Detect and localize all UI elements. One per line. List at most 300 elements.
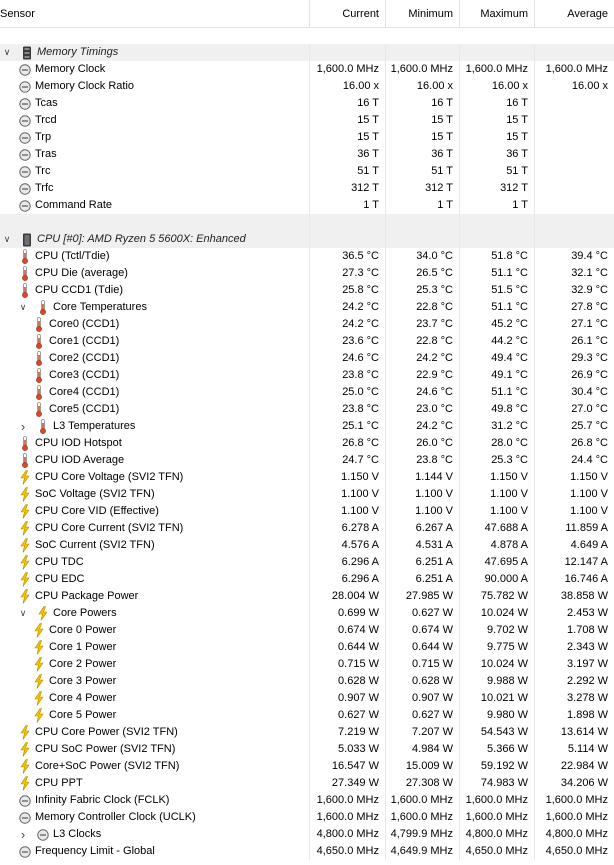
sensor-row-cpu-core-power-svi2-tfn[interactable] <box>0 724 614 741</box>
sensor-label: Core+SoC Power (SVI2 TFN) <box>35 760 180 772</box>
sensor-row-core-soc-power-svi2-tfn[interactable] <box>0 758 614 775</box>
maximum-value: 1.150 V <box>460 469 535 486</box>
current-value: 27.3 °C <box>310 265 386 282</box>
average-value <box>535 44 614 61</box>
lightning-icon <box>18 724 32 741</box>
sensor-label: CPU EDC <box>35 573 85 585</box>
sensor-row-trcd[interactable] <box>0 112 614 129</box>
thermometer-icon <box>18 248 32 265</box>
minimum-value: 7.207 W <box>386 724 460 741</box>
minimum-value: 16 T <box>386 95 460 112</box>
sensor-label: Core 1 Power <box>49 641 117 653</box>
sensor-row-cpu-ppt[interactable] <box>0 775 614 792</box>
minimum-value: 23.0 °C <box>386 401 460 418</box>
collapse-chevron-icon[interactable]: ∨ <box>3 47 11 57</box>
sensor-row-command-rate[interactable] <box>0 197 614 214</box>
current-value <box>310 44 386 61</box>
minimum-value: 23.8 °C <box>386 452 460 469</box>
expand-chevron-icon[interactable]: › <box>20 419 26 434</box>
current-value: 15 T <box>310 112 386 129</box>
group-row-memory-timings[interactable] <box>0 44 614 61</box>
maximum-value: 54.543 W <box>460 724 535 741</box>
group-spacer-row <box>0 214 614 231</box>
maximum-value: 49.1 °C <box>460 367 535 384</box>
sensor-label: SoC Current (SVI2 TFN) <box>35 539 155 551</box>
average-value: 29.3 °C <box>571 352 608 364</box>
sensor-name-cell <box>0 741 310 758</box>
sensor-row-core-1-power[interactable] <box>0 639 614 656</box>
column-header-current[interactable]: Current <box>310 0 386 28</box>
current-value: 16.00 x <box>310 78 386 95</box>
sensor-row-core0-ccd1[interactable] <box>0 316 614 333</box>
thermometer-icon <box>36 418 50 435</box>
sensor-label: CPU Core Power (SVI2 TFN) <box>35 726 178 738</box>
minimum-value <box>386 214 460 231</box>
sensor-row-cpu-core-vid-effective[interactable] <box>0 503 614 520</box>
sensor-label: Memory Clock <box>35 63 106 75</box>
sensor-row-soc-voltage-svi2-tfn[interactable] <box>0 486 614 503</box>
average-value: 34.206 W <box>560 777 608 789</box>
clock-icon <box>18 197 32 214</box>
minimum-value: 1.144 V <box>386 469 460 486</box>
sensor-row-cpu-tctl-tdie[interactable] <box>0 248 614 265</box>
average-value: 3.278 W <box>567 692 608 704</box>
current-value: 4.576 A <box>310 537 386 554</box>
sensor-name-cell <box>0 554 310 571</box>
average-value: 16.746 A <box>564 573 608 585</box>
minimum-value: 36 T <box>386 146 460 163</box>
column-header-sensor[interactable]: Sensor <box>0 0 310 28</box>
maximum-value <box>460 231 535 248</box>
maximum-value: 1 T <box>460 197 535 214</box>
sensor-label: Core Temperatures <box>53 301 147 313</box>
sensor-row-tcas[interactable] <box>0 95 614 112</box>
sensor-label: Memory Timings <box>37 46 119 58</box>
current-value: 15 T <box>310 129 386 146</box>
sensor-row-l3-temperatures[interactable] <box>0 418 614 435</box>
maximum-value: 4.878 A <box>460 537 535 554</box>
sensor-name-cell <box>0 843 310 860</box>
sensor-row-infinity-fabric-clock-fclk[interactable] <box>0 792 614 809</box>
sensor-row-cpu-die-average[interactable] <box>0 265 614 282</box>
maximum-value: 1,600.0 MHz <box>460 61 535 78</box>
average-value <box>535 197 614 214</box>
column-header-average[interactable]: Average <box>567 8 608 20</box>
minimum-value: 6.251 A <box>386 554 460 571</box>
current-value: 26.8 °C <box>310 435 386 452</box>
sensor-label: CPU (Tctl/Tdie) <box>35 250 110 262</box>
collapse-chevron-icon[interactable]: ∨ <box>19 302 27 312</box>
sensor-row-core-powers[interactable] <box>0 605 614 622</box>
current-value: 27.349 W <box>310 775 386 792</box>
maximum-value: 51.8 °C <box>460 248 535 265</box>
average-value: 1.100 V <box>570 505 608 517</box>
sensor-label: Core1 (CCD1) <box>49 335 120 347</box>
sensor-name-cell <box>0 707 310 724</box>
maximum-value: 9.980 W <box>460 707 535 724</box>
minimum-value: 27.308 W <box>386 775 460 792</box>
minimum-value: 23.7 °C <box>386 316 460 333</box>
sensor-label: CPU Core Current (SVI2 TFN) <box>35 522 184 534</box>
sensor-name-cell <box>0 384 310 401</box>
lightning-icon <box>18 758 32 775</box>
current-value: 23.6 °C <box>310 333 386 350</box>
maximum-value: 47.695 A <box>460 554 535 571</box>
minimum-value: 25.3 °C <box>386 282 460 299</box>
thermometer-icon <box>18 282 32 299</box>
maximum-value: 51.1 °C <box>460 384 535 401</box>
minimum-value: 1 T <box>386 197 460 214</box>
maximum-value: 1.100 V <box>460 503 535 520</box>
sensor-name-cell <box>0 469 310 486</box>
sensor-row-trp[interactable] <box>0 129 614 146</box>
current-value: 1.100 V <box>310 503 386 520</box>
clock-icon <box>18 61 32 78</box>
maximum-value: 10.024 W <box>460 605 535 622</box>
current-value: 0.628 W <box>310 673 386 690</box>
maximum-value: 4,650.0 MHz <box>460 843 535 860</box>
maximum-value: 51.1 °C <box>460 299 535 316</box>
sensor-name-cell <box>0 622 310 639</box>
sensor-label: CPU SoC Power (SVI2 TFN) <box>35 743 176 755</box>
sensor-row-core1-ccd1[interactable] <box>0 333 614 350</box>
sensor-row-memory-controller-clock-uclk[interactable] <box>0 809 614 826</box>
current-value: 0.674 W <box>310 622 386 639</box>
lightning-icon <box>32 673 46 690</box>
sensor-row-core-3-power[interactable] <box>0 673 614 690</box>
lightning-icon <box>18 486 32 503</box>
maximum-value: 9.775 W <box>460 639 535 656</box>
sensor-name-cell <box>0 214 310 231</box>
sensor-row-cpu-package-power[interactable] <box>0 588 614 605</box>
current-value <box>310 231 386 248</box>
maximum-value: 44.2 °C <box>460 333 535 350</box>
sensor-name-cell <box>0 163 310 180</box>
maximum-value: 25.3 °C <box>460 452 535 469</box>
average-value <box>535 146 614 163</box>
current-value: 25.8 °C <box>310 282 386 299</box>
average-value <box>535 180 614 197</box>
sensor-row-cpu-core-voltage-svi2-tfn[interactable] <box>0 469 614 486</box>
sensor-row-core-4-power[interactable] <box>0 690 614 707</box>
sensor-label: CPU IOD Hotspot <box>35 437 122 449</box>
thermometer-icon <box>32 367 46 384</box>
current-value: 6.278 A <box>310 520 386 537</box>
maximum-value: 1,600.0 MHz <box>460 792 535 809</box>
sensor-name-cell <box>0 333 310 350</box>
maximum-value: 90.000 A <box>460 571 535 588</box>
sensor-name-cell <box>0 350 310 367</box>
clock-icon <box>18 146 32 163</box>
sensor-row-cpu-iod-average[interactable] <box>0 452 614 469</box>
clock-icon <box>18 78 32 95</box>
sensor-name-cell <box>0 452 310 469</box>
maximum-value: 5.366 W <box>460 741 535 758</box>
maximum-value: 31.2 °C <box>460 418 535 435</box>
maximum-value: 28.0 °C <box>460 435 535 452</box>
sensor-name-cell <box>0 588 310 605</box>
sensor-row-core4-ccd1[interactable] <box>0 384 614 401</box>
minimum-value: 24.6 °C <box>386 384 460 401</box>
sensor-row-cpu-iod-hotspot[interactable] <box>0 435 614 452</box>
sensor-row-core-temperatures[interactable] <box>0 299 614 316</box>
sensor-row-cpu-tdc[interactable] <box>0 554 614 571</box>
current-value: 1 T <box>310 197 386 214</box>
average-value: 32.1 °C <box>571 267 608 279</box>
sensor-row-core2-ccd1[interactable] <box>0 350 614 367</box>
clock-icon <box>18 809 32 826</box>
sensor-name-cell <box>0 537 310 554</box>
sensor-label: Trp <box>35 131 52 143</box>
sensor-row-trfc[interactable] <box>0 180 614 197</box>
current-value: 23.8 °C <box>310 367 386 384</box>
sensor-label: L3 Temperatures <box>53 420 136 432</box>
minimum-value: 22.9 °C <box>386 367 460 384</box>
sensor-row-memory-clock-ratio[interactable] <box>0 78 614 95</box>
clock-icon <box>18 163 32 180</box>
clock-icon <box>18 180 32 197</box>
sensor-label: Core Powers <box>53 607 117 619</box>
average-value: 39.4 °C <box>571 250 608 262</box>
minimum-value: 0.627 W <box>386 707 460 724</box>
average-value: 5.114 W <box>567 743 608 755</box>
sensor-label: Tras <box>35 148 57 160</box>
minimum-value: 312 T <box>386 180 460 197</box>
clock-icon <box>36 826 50 843</box>
minimum-value: 22.8 °C <box>386 299 460 316</box>
average-value: 26.1 °C <box>571 335 608 347</box>
sensor-label: Trc <box>35 165 51 177</box>
maximum-value: 51.5 °C <box>460 282 535 299</box>
sensor-label: Core 4 Power <box>49 692 117 704</box>
thermometer-icon <box>18 452 32 469</box>
current-value: 312 T <box>310 180 386 197</box>
maximum-value: 9.988 W <box>460 673 535 690</box>
maximum-value: 51 T <box>460 163 535 180</box>
average-value: 38.858 W <box>560 590 608 602</box>
sensor-name-cell <box>0 503 310 520</box>
minimum-value: 34.0 °C <box>386 248 460 265</box>
sensor-label: Core0 (CCD1) <box>49 318 120 330</box>
average-value: 25.7 °C <box>571 420 608 432</box>
average-value: 1.898 W <box>567 709 608 721</box>
average-value <box>535 231 614 248</box>
average-value: 1,600.0 MHz <box>545 811 608 823</box>
average-value: 2.343 W <box>567 641 608 653</box>
current-value: 6.296 A <box>310 554 386 571</box>
maximum-value: 15 T <box>460 129 535 146</box>
sensor-name-cell <box>0 61 310 78</box>
maximum-value: 51.1 °C <box>460 265 535 282</box>
sensor-label: L3 Clocks <box>53 828 102 840</box>
sensor-row-soc-current-svi2-tfn[interactable] <box>0 537 614 554</box>
sensor-name-cell <box>0 265 310 282</box>
current-value: 25.0 °C <box>310 384 386 401</box>
lightning-icon <box>18 554 32 571</box>
sensor-row-l3-clocks[interactable] <box>0 826 614 843</box>
lightning-icon <box>32 622 46 639</box>
sensor-row-core-2-power[interactable] <box>0 656 614 673</box>
cpu-chip-icon <box>20 231 34 248</box>
sensor-name-cell <box>0 248 310 265</box>
average-value <box>535 112 614 129</box>
minimum-value: 1.100 V <box>386 486 460 503</box>
collapse-chevron-icon[interactable]: ∨ <box>3 234 11 244</box>
sensor-label: CPU TDC <box>35 556 84 568</box>
column-header-minimum[interactable]: Minimum <box>386 0 460 28</box>
current-value: 24.6 °C <box>310 350 386 367</box>
sensor-label: CPU Package Power <box>35 590 139 602</box>
sensor-name-cell <box>0 316 310 333</box>
sensor-label: CPU PPT <box>35 777 83 789</box>
average-value <box>535 95 614 112</box>
current-value: 0.715 W <box>310 656 386 673</box>
sensor-name-cell <box>0 486 310 503</box>
column-header-maximum[interactable]: Maximum <box>460 0 535 28</box>
average-value: 24.4 °C <box>571 454 608 466</box>
sensor-name-cell <box>0 435 310 452</box>
current-value: 36.5 °C <box>310 248 386 265</box>
clock-icon <box>18 112 32 129</box>
average-value: 1.150 V <box>570 471 608 483</box>
column-header-row <box>0 0 614 28</box>
current-value: 51 T <box>310 163 386 180</box>
average-value: 4,800.0 MHz <box>545 828 608 840</box>
sensor-name-cell <box>0 367 310 384</box>
sensor-label: Memory Controller Clock (UCLK) <box>35 811 196 823</box>
current-value: 7.219 W <box>310 724 386 741</box>
average-value: 32.9 °C <box>571 284 608 296</box>
maximum-value: 9.702 W <box>460 622 535 639</box>
minimum-value: 16.00 x <box>386 78 460 95</box>
average-value: 12.147 A <box>564 556 608 568</box>
sensor-row-cpu-edc[interactable] <box>0 571 614 588</box>
sensor-label: Core3 (CCD1) <box>49 369 120 381</box>
average-value: 2.292 W <box>567 675 608 687</box>
sensor-row-tras[interactable] <box>0 146 614 163</box>
sensor-name-cell <box>0 231 310 248</box>
current-value: 25.1 °C <box>310 418 386 435</box>
minimum-value: 0.628 W <box>386 673 460 690</box>
sensor-label: Trfc <box>35 182 54 194</box>
sensor-label: Core 5 Power <box>49 709 117 721</box>
current-value: 24.2 °C <box>310 316 386 333</box>
thermometer-icon <box>32 384 46 401</box>
current-value: 0.699 W <box>310 605 386 622</box>
sensor-name-cell <box>0 520 310 537</box>
maximum-value: 49.4 °C <box>460 350 535 367</box>
sensor-row-frequency-limit-global[interactable] <box>0 843 614 860</box>
clock-icon <box>18 95 32 112</box>
sensor-name-cell <box>0 639 310 656</box>
average-value: 4,650.0 MHz <box>545 845 608 857</box>
sensor-name-cell <box>0 673 310 690</box>
minimum-value: 1.100 V <box>386 503 460 520</box>
current-value: 1.150 V <box>310 469 386 486</box>
current-value: 1,600.0 MHz <box>310 792 386 809</box>
average-value: 4.649 A <box>570 539 608 551</box>
maximum-value: 16 T <box>460 95 535 112</box>
current-value: 28.004 W <box>310 588 386 605</box>
current-value: 1,600.0 MHz <box>310 61 386 78</box>
group-row-cpu-0-amd-ryzen-5-5600x-enhanced[interactable] <box>0 231 614 248</box>
thermometer-icon <box>32 333 46 350</box>
minimum-value: 4,649.9 MHz <box>386 843 460 860</box>
collapse-chevron-icon[interactable]: ∨ <box>19 608 27 618</box>
current-value: 24.7 °C <box>310 452 386 469</box>
sensor-row-memory-clock[interactable] <box>0 61 614 78</box>
average-value: 27.8 °C <box>571 301 608 313</box>
average-value: 13.614 W <box>560 726 608 738</box>
maximum-value: 15 T <box>460 112 535 129</box>
sensor-name-cell <box>0 299 310 316</box>
current-value: 0.644 W <box>310 639 386 656</box>
sensor-name-cell <box>0 44 310 61</box>
sensor-label: Core 2 Power <box>49 658 117 670</box>
average-value <box>535 163 614 180</box>
current-value: 23.8 °C <box>310 401 386 418</box>
sensor-row-trc[interactable] <box>0 163 614 180</box>
sensor-name-cell <box>0 656 310 673</box>
average-value: 27.1 °C <box>571 318 608 330</box>
lightning-icon <box>32 656 46 673</box>
sensor-label: Memory Clock Ratio <box>35 80 135 92</box>
minimum-value: 4.984 W <box>386 741 460 758</box>
maximum-value: 45.2 °C <box>460 316 535 333</box>
thermometer-icon <box>32 350 46 367</box>
current-value: 36 T <box>310 146 386 163</box>
sensor-row-core-5-power[interactable] <box>0 707 614 724</box>
lightning-icon <box>18 520 32 537</box>
lightning-icon <box>18 469 32 486</box>
minimum-value: 4.531 A <box>386 537 460 554</box>
minimum-value: 0.715 W <box>386 656 460 673</box>
maximum-value: 10.021 W <box>460 690 535 707</box>
sensor-label: Core4 (CCD1) <box>49 386 120 398</box>
sensor-name-cell <box>0 180 310 197</box>
sensor-name-cell <box>0 792 310 809</box>
average-value: 1.708 W <box>567 624 608 636</box>
sensor-label: CPU CCD1 (Tdie) <box>35 284 124 296</box>
sensor-label: Frequency Limit - Global <box>35 845 155 857</box>
sensor-name-cell <box>0 724 310 741</box>
average-value <box>535 214 614 231</box>
minimum-value: 6.267 A <box>386 520 460 537</box>
sensor-label: CPU [#0]: AMD Ryzen 5 5600X: Enhanced <box>37 233 246 245</box>
minimum-value: 1,600.0 MHz <box>386 809 460 826</box>
sensor-name-cell <box>0 95 310 112</box>
maximum-value: 10.024 W <box>460 656 535 673</box>
sensor-row-cpu-core-current-svi2-tfn[interactable] <box>0 520 614 537</box>
sensor-row-core-0-power[interactable] <box>0 622 614 639</box>
sensor-row-cpu-soc-power-svi2-tfn[interactable] <box>0 741 614 758</box>
thermometer-icon <box>32 401 46 418</box>
minimum-value: 1,600.0 MHz <box>386 61 460 78</box>
sensor-row-cpu-ccd1-tdie[interactable] <box>0 282 614 299</box>
lightning-icon <box>32 690 46 707</box>
sensor-row-core5-ccd1[interactable] <box>0 401 614 418</box>
average-value: 30.4 °C <box>571 386 608 398</box>
minimum-value: 15 T <box>386 112 460 129</box>
sensor-row-core3-ccd1[interactable] <box>0 367 614 384</box>
expand-chevron-icon[interactable]: › <box>20 827 26 842</box>
current-value: 5.033 W <box>310 741 386 758</box>
minimum-value: 22.8 °C <box>386 333 460 350</box>
lightning-icon <box>18 537 32 554</box>
minimum-value: 24.2 °C <box>386 418 460 435</box>
maximum-value: 312 T <box>460 180 535 197</box>
sensor-label: CPU Die (average) <box>35 267 128 279</box>
